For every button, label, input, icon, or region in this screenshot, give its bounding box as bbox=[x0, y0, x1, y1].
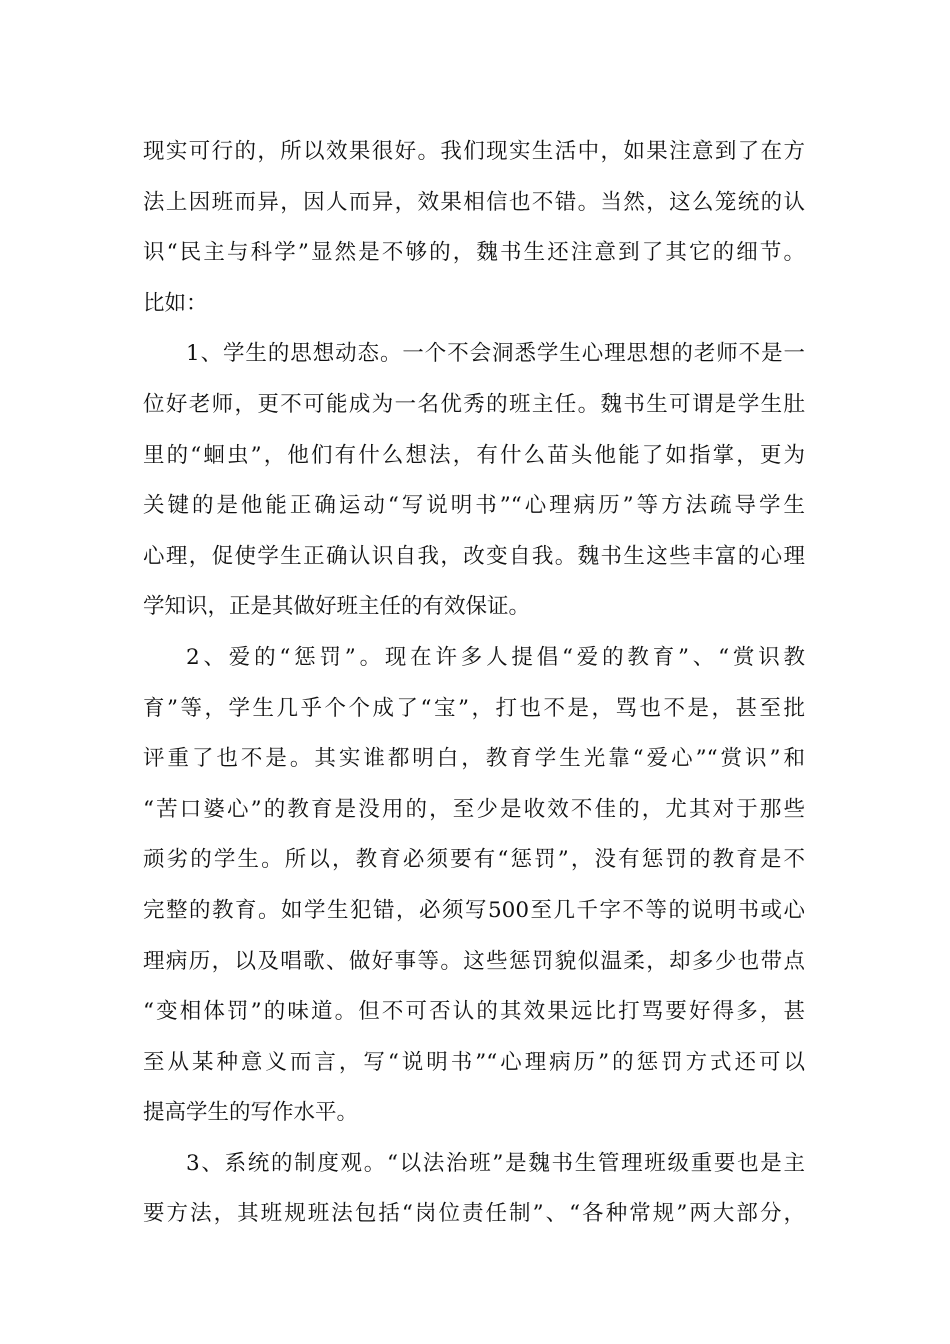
text-line: 提高学生的写作水平。 bbox=[143, 1100, 359, 1126]
text-line: 顽劣的学生。所以，教育必须要有“惩罚”，没有惩罚的教育是不 bbox=[143, 847, 805, 873]
text-line: “变相体罚”的味道。但不可否认的其效果远比打骂要好得多，甚 bbox=[143, 999, 805, 1025]
text-line: 要方法，其班规班法包括“岗位责任制”、“各种常规”两大部分， bbox=[143, 1201, 805, 1227]
list-item-2-line: 2、爱的“惩罚”。现在许多人提倡“爱的教育”、“赏识教 bbox=[186, 644, 805, 670]
list-item-3-line: 3、系统的制度观。“以法治班”是魏书生管理班级重要也是主 bbox=[186, 1150, 805, 1176]
text-line: 识“民主与科学”显然是不够的，魏书生还注意到了其它的细节。 bbox=[143, 240, 805, 266]
text-line: 法上因班而异，因人而异，效果相信也不错。当然，这么笼统的认 bbox=[143, 189, 805, 215]
text-line: 关键的是他能正确运动“写说明书”“心理病历”等方法疏导学生 bbox=[143, 493, 805, 519]
text-line: “苦口婆心”的教育是没用的，至少是收效不佳的，尤其对于那些 bbox=[143, 796, 805, 822]
text-line: 现实可行的，所以效果很好。我们现实生活中，如果注意到了在方 bbox=[143, 139, 805, 164]
body-text bbox=[143, 131, 805, 1244]
text-line: 理病历，以及唱歌、做好事等。这些惩罚貌似温柔，却多少也带点 bbox=[143, 948, 805, 974]
text-line: 评重了也不是。其实谁都明白，教育学生光靠“爱心”“赏识”和 bbox=[143, 746, 805, 772]
text-line: 位好老师，更不可能成为一名优秀的班主任。魏书生可谓是学生肚 bbox=[143, 391, 805, 417]
text-line: 心理，促使学生正确认识自我，改变自我。魏书生这些丰富的心理 bbox=[143, 543, 805, 569]
list-item-1-line: 1、学生的思想动态。一个不会洞悉学生心理思想的老师不是一 bbox=[186, 341, 805, 367]
text-line: 比如： bbox=[143, 290, 208, 316]
text-line: 里的“蛔虫”，他们有什么想法，有什么苗头他能了如指掌，更为 bbox=[143, 442, 805, 468]
text-line: 完整的教育。如学生犯错，必须写500至几千字不等的说明书或心 bbox=[143, 897, 805, 923]
text-line: 至从某种意义而言，写“说明书”“心理病历”的惩罚方式还可以 bbox=[143, 1049, 805, 1075]
text-line: 学知识，正是其做好班主任的有效保证。 bbox=[143, 594, 531, 620]
text-line: 育”等，学生几乎个个成了“宝”，打也不是，骂也不是，甚至批 bbox=[143, 695, 805, 721]
